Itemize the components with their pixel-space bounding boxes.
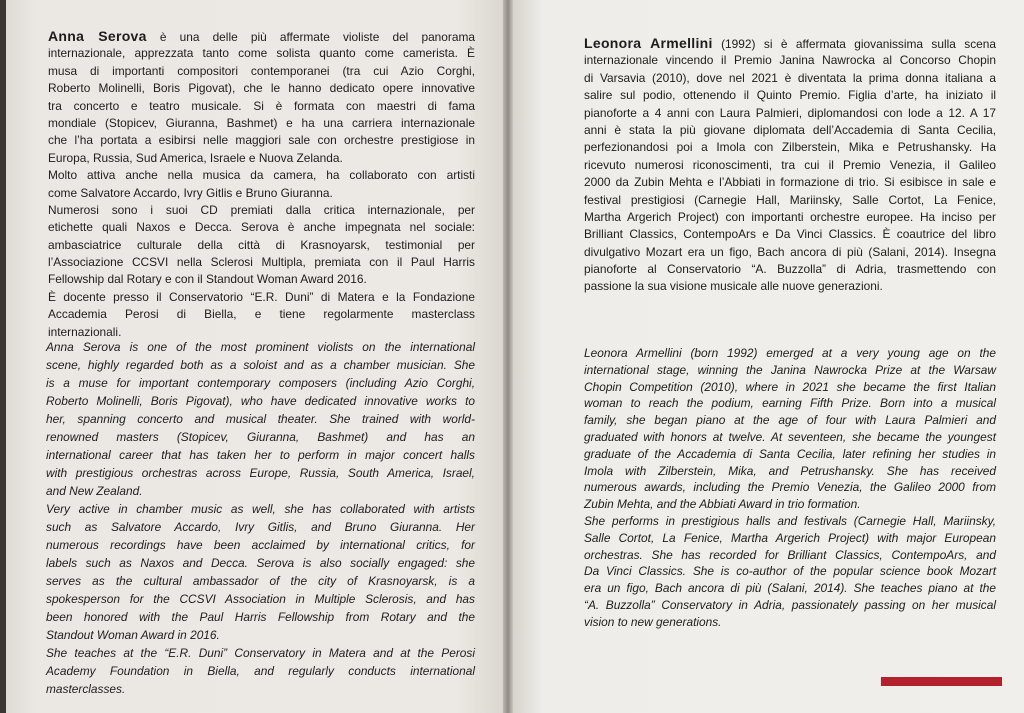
line-text: vision to new generations. bbox=[584, 614, 722, 629]
text-line bbox=[48, 150, 475, 167]
text-line bbox=[48, 45, 475, 62]
line-text: She teaches at the “E.R. Duni” Conservatory in Matera and at the Perosi bbox=[46, 646, 475, 660]
text-line bbox=[46, 554, 475, 572]
line-text: Da Vinci Classics. She is co-author of the popular science book Mozart bbox=[584, 564, 996, 579]
line-text: numerous recordings have been acclaimed by international critics, for bbox=[46, 538, 475, 552]
text-line bbox=[584, 105, 996, 122]
red-accent-bar bbox=[881, 677, 1002, 686]
text-line bbox=[46, 662, 475, 680]
leonora-armellini-bio-english bbox=[584, 345, 996, 631]
line-text: ricevuto numerosi riconoscimenti, tra cui il Premio Venezia, il Galileo bbox=[584, 157, 996, 172]
line-text: Fellowship dal Rotary e con il Standout Woman Award 2016. bbox=[48, 272, 367, 287]
text-line bbox=[584, 362, 996, 379]
line-text: era un figo, Bach ancora di più (Salani, 2014). She teaches piano at the bbox=[584, 581, 996, 596]
text-line bbox=[46, 356, 475, 374]
line-text: international career that has taken her to perform in major concert halls bbox=[46, 448, 475, 462]
line-text: passione la sua visione musicale alle nuove generazioni. bbox=[584, 279, 883, 294]
text-line bbox=[46, 464, 475, 482]
text-line bbox=[584, 597, 996, 614]
line-text: Brilliant Classics, ContempoArs e Da Vinci Classics. È coautrice del libro bbox=[584, 227, 996, 242]
text-line bbox=[48, 63, 475, 80]
text-line bbox=[584, 563, 996, 580]
text-line bbox=[46, 518, 475, 536]
line-text: spokesperson for the CCSVI Association in Multiple Sclerosis, and has bbox=[46, 592, 475, 606]
text-line bbox=[46, 644, 475, 662]
line-text: graduated with honors at twelve. At seventeen, she became the youngest bbox=[584, 429, 996, 444]
text-line bbox=[48, 80, 475, 97]
text-line bbox=[584, 412, 996, 429]
line-text: with prestigious orchestras across Europe, Russia, South America, Israel, bbox=[46, 466, 475, 480]
line-text: internazionale, apprezzata tanto come solista quanto come camerista. È bbox=[48, 46, 475, 61]
text-line bbox=[48, 237, 475, 254]
text-line bbox=[46, 374, 475, 392]
line-text: labels such as Naxos and Decca. Serova is also socially engaged: she bbox=[46, 556, 475, 570]
line-text: serves as the cultural ambassador of the city of Krasnoyarsk, is a bbox=[46, 574, 475, 588]
line-text: scene, highly regarded both as a soloist and as a chamber musician. She bbox=[46, 358, 475, 372]
text-line bbox=[584, 278, 996, 295]
text-line bbox=[46, 392, 475, 410]
text-line bbox=[46, 536, 475, 554]
line-text: Imola with Zilberstein, Mika, and Petrushansky. She has received bbox=[584, 463, 996, 478]
text-line bbox=[46, 338, 475, 356]
line-text: masterclasses. bbox=[46, 682, 126, 696]
line-text: anni è stata la più giovane diplomata dell’Accademia di Santa Cecilia, bbox=[584, 122, 996, 137]
text-line bbox=[48, 132, 475, 149]
text-line bbox=[46, 572, 475, 590]
text-line bbox=[48, 271, 475, 288]
line-text: Europa, Russia, Sud America, Israele e Nuova Zelanda. bbox=[48, 150, 343, 165]
line-text: internazionali. bbox=[48, 324, 122, 339]
text-line bbox=[46, 626, 475, 644]
line-text: internazionale vincendo il Premio Janina Nawrocka al Concorso Chopin bbox=[584, 53, 996, 68]
line-text: perfezionandosi poi a Imola con Zilberstein, Mika e Petrushansky. Ha bbox=[584, 140, 996, 155]
line-text: Standout Woman Award in 2016. bbox=[46, 628, 220, 642]
text-line bbox=[584, 530, 996, 547]
line-text: her, spanning concerto and musical theater. She trained with world- bbox=[46, 412, 475, 426]
line-text: family, she began piano at the age of four with Laura Palmieri and bbox=[584, 413, 996, 428]
text-line bbox=[584, 174, 996, 191]
text-line bbox=[46, 680, 475, 698]
line-text: renowned masters (Stopicev, Giuranna, Bashmet) and has an bbox=[46, 430, 475, 444]
text-line bbox=[584, 261, 996, 278]
text-line bbox=[584, 139, 996, 156]
text-line bbox=[584, 463, 996, 480]
anna-serova-bio-italian bbox=[48, 28, 475, 341]
line-text: Salle Cortot, La Fenice, Martha Argerich Project) with major European bbox=[584, 530, 996, 545]
line-text: l’Associazione CCSVI nella Sclerosi Multipla, premiata con il Paul Harris bbox=[48, 255, 475, 270]
line-text: Leonora Armellini (born 1992) emerged at a very young age on the bbox=[584, 346, 996, 360]
text-line bbox=[584, 496, 996, 513]
text-line bbox=[584, 429, 996, 446]
text-line bbox=[46, 428, 475, 446]
line-text: is a muse for important contemporary composers (including Azio Corghi, bbox=[46, 376, 475, 390]
text-line bbox=[584, 395, 996, 412]
text-line bbox=[46, 500, 475, 518]
line-text: è una delle più affermate violiste del panorama bbox=[146, 30, 475, 44]
line-text: 2000 da Zubin Mehta e l’Abbiati in formazione di trio. Si esibisce in sale e bbox=[584, 175, 996, 190]
line-text: etichette quali Naxos e Decca. Serova è anche impegnata nel sociale: bbox=[48, 220, 475, 235]
line-text: divulgativo Mozart era un figo, Bach ancora di più (Salani, 2014). Insegna bbox=[584, 244, 996, 259]
line-text: pianoforte a 4 anni con Laura Palmieri, diplomandosi con lode a 12. A 17 bbox=[584, 105, 996, 120]
text-line bbox=[584, 379, 996, 396]
text-line bbox=[48, 28, 475, 45]
line-text: Academy Foundation in Biella, and regularly conducts international bbox=[46, 664, 475, 678]
text-line bbox=[584, 87, 996, 104]
line-text: such as Salvatore Accardo, Ivry Gitlis, and Bruno Giuranna. Her bbox=[46, 520, 475, 534]
line-text: che l’ha portata a esibirsi nelle maggiori sale con orchestre prestigiose in bbox=[48, 133, 475, 148]
text-line bbox=[584, 513, 996, 530]
line-text: Chopin Competition (2010), where in 2021 she became the first Italian bbox=[584, 379, 996, 394]
line-text: been honored with the Paul Harris Fellowship from Rotary and the bbox=[46, 610, 475, 624]
line-text: She performs in prestigious halls and festivals (Carnegie Hall, Mariinsky, bbox=[584, 513, 996, 528]
line-text: Very active in chamber music as well, she has collaborated with artists bbox=[46, 502, 475, 516]
line-text: come Salvatore Accardo, Ivry Gitlis e Bruno Giuranna. bbox=[48, 185, 333, 200]
line-text: di Varsavia (2010), dove nel 2021 è diventata la prima donna italiana a bbox=[584, 70, 996, 85]
text-line bbox=[584, 580, 996, 597]
line-text: “A. Buzzolla” Conservatory in Adria, passionately passing on her musical bbox=[584, 597, 996, 612]
line-text: woman to reach the podium, earning Fifth Prize. Born into a musical bbox=[584, 396, 996, 411]
text-line bbox=[48, 219, 475, 236]
line-text: Molto attiva anche nella musica da camera, ha collaborato con artisti bbox=[48, 168, 475, 183]
text-line bbox=[584, 70, 996, 87]
text-line bbox=[584, 446, 996, 463]
line-text: Roberto Molinelli, Boris Pigovat), che le hanno dedicato opere innovative bbox=[48, 81, 475, 96]
text-line bbox=[584, 614, 996, 631]
line-text: È docente presso il Conservatorio “E.R. Duni” di Matera e la Fondazione bbox=[48, 289, 475, 304]
line-text: Martha Argerich Project) con importanti orchestre europee. Ha inciso per bbox=[584, 209, 996, 224]
text-line bbox=[48, 202, 475, 219]
line-text: Accademia Perosi di Biella, e tiene regolarmente masterclass bbox=[48, 307, 475, 322]
text-line bbox=[48, 306, 475, 323]
text-line bbox=[48, 289, 475, 306]
line-text: (1992) si è affermata giovanissima sulla scena bbox=[712, 37, 996, 51]
line-text: international stage, winning the Janina Nawrocka Prize at the Warsaw bbox=[584, 362, 996, 377]
line-text: musa di importanti compositori contemporanei (tra cui Azio Corghi, bbox=[48, 63, 475, 78]
line-text: and New Zealand. bbox=[46, 484, 143, 498]
line-text: salire sul podio, ottenendo il Quinto Premio. Figlia d’arte, ha iniziato il bbox=[584, 88, 996, 103]
line-text: Roberto Molinelli, Boris Pigovat), who have dedicated innovative works to bbox=[46, 394, 475, 408]
text-line bbox=[46, 410, 475, 428]
text-line bbox=[584, 52, 996, 69]
line-text: festival prestigiosi (Carnegie Hall, Mariinsky, Salle Cortot, La Fenice, bbox=[584, 192, 996, 207]
text-line bbox=[46, 608, 475, 626]
text-line bbox=[584, 35, 996, 52]
text-line bbox=[584, 345, 996, 362]
line-text: Anna Serova is one of the most prominent violists on the international bbox=[46, 340, 475, 354]
anna-serova-bio-english bbox=[46, 338, 475, 698]
text-line bbox=[584, 209, 996, 226]
line-text: pianoforte al Conservatorio “A. Buzzolla” di Adria, trasmettendo con bbox=[584, 262, 996, 277]
booklet-spine bbox=[503, 0, 513, 713]
text-line bbox=[584, 226, 996, 243]
line-text: tra concerto e teatro musicale. Si è formata con maestri di fama bbox=[48, 98, 475, 113]
text-line bbox=[46, 446, 475, 464]
text-line bbox=[46, 482, 475, 500]
line-text: mondiale (Stopicev, Giuranna, Bashmet) e ha una carriera internazionale bbox=[48, 115, 475, 130]
text-line bbox=[584, 244, 996, 261]
line-text: numerous awards, including the Premio Venezia, the Galileo 2000 from bbox=[584, 480, 996, 495]
text-line bbox=[584, 547, 996, 564]
line-text: ambasciatrice culturale della città di Krasnoyarsk, testimonial per bbox=[48, 237, 475, 252]
text-line bbox=[584, 479, 996, 496]
text-line bbox=[46, 590, 475, 608]
text-line bbox=[48, 115, 475, 132]
line-text: Zubin Mehta, and the Abbiati Award in trio formation. bbox=[584, 497, 861, 512]
text-line bbox=[48, 98, 475, 115]
leonora-armellini-bio-italian bbox=[584, 35, 996, 296]
line-text: graduate of the Accademia di Santa Cecilia, later refining her studies in bbox=[584, 446, 996, 461]
text-line bbox=[48, 167, 475, 184]
artist-name: Leonora Armellini bbox=[584, 35, 713, 51]
line-text: Numerosi sono i suoi CD premiati dalla critica internazionale, per bbox=[48, 202, 475, 217]
line-text: orchestras. She has recorded for Brilliant Classics, ContempoArs, and bbox=[584, 547, 996, 562]
text-line bbox=[584, 122, 996, 139]
text-line bbox=[584, 192, 996, 209]
text-line bbox=[48, 254, 475, 271]
text-line bbox=[584, 157, 996, 174]
artist-name: Anna Serova bbox=[48, 28, 147, 44]
text-line bbox=[48, 185, 475, 202]
